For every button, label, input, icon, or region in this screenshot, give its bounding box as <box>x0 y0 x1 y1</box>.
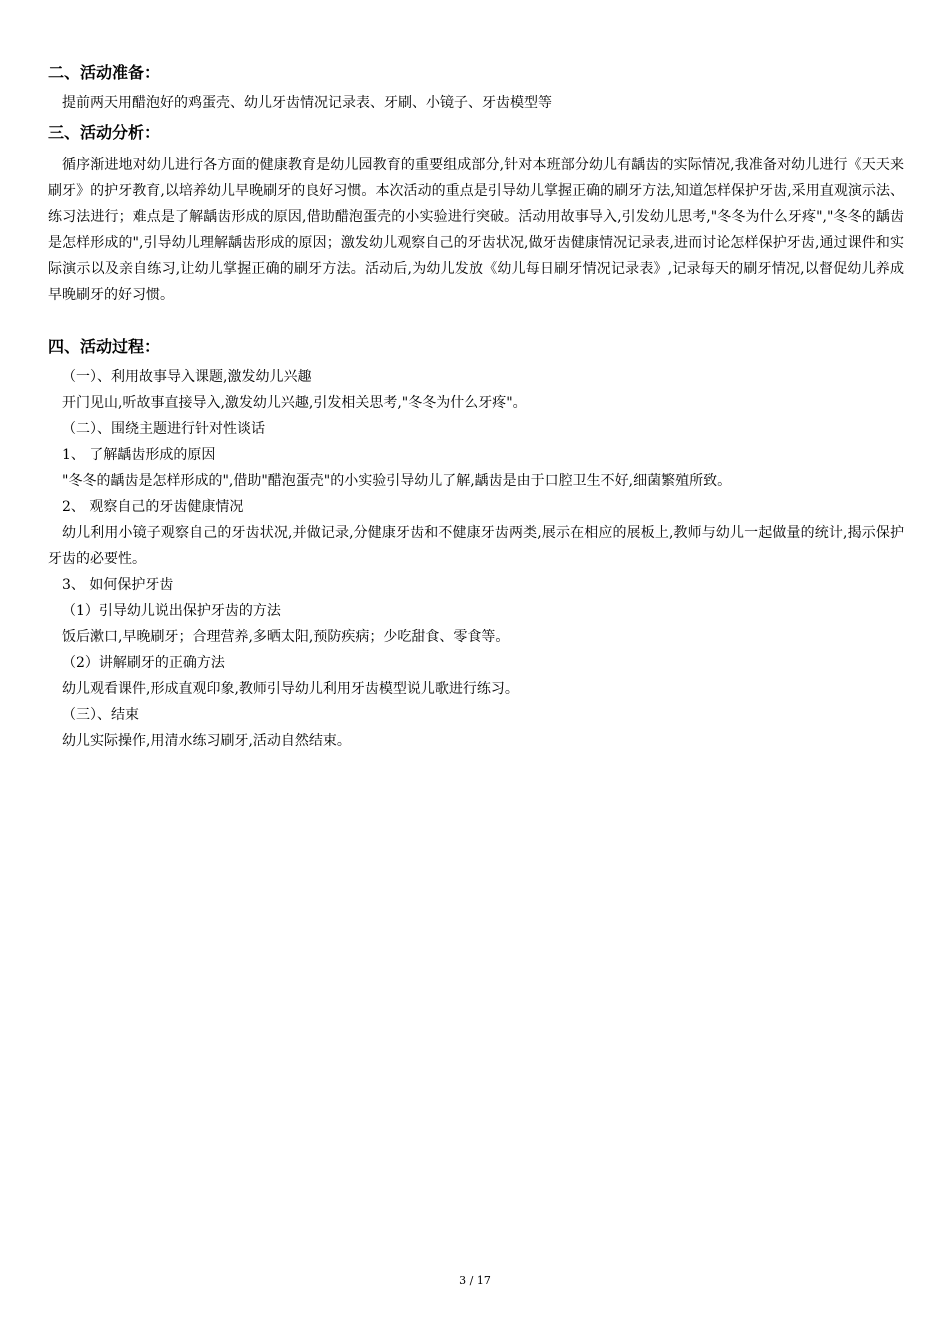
section-4-heading: 四、活动过程： <box>48 337 161 356</box>
step-2-2-text: 幼儿利用小镜子观察自己的牙齿状况,并做记录,分健康牙齿和不健康牙齿两类,展示在相应的展板上,教师与幼儿一起做量的统计,揭示保护牙齿的必要性。 <box>48 525 904 567</box>
step-3-text: 幼儿实际操作,用清水练习刷牙,活动自然结束。 <box>62 733 351 749</box>
step-2-3-1-text: 饭后漱口,早晚刷牙；合理营养,多晒太阳,预防疾病；少吃甜食、零食等。 <box>62 629 510 645</box>
step-2-3-2-title: （2）讲解刷牙的正确方法 <box>62 655 225 671</box>
step-2-1-text: "冬冬的龋齿是怎样形成的",借助"醋泡蛋壳"的小实验引导幼儿了解,龋齿是由于口腔卫生不好,细菌繁殖所致。 <box>62 473 732 489</box>
page-number: 3 / 17 <box>459 1274 491 1287</box>
section-2-heading: 二、活动准备： <box>48 63 161 82</box>
step-3-title: （三）、结束 <box>62 707 139 723</box>
step-2-3-2-text: 幼儿观看课件,形成直观印象,教师引导幼儿利用牙齿模型说儿歌进行练习。 <box>62 681 519 697</box>
step-1-text: 开门见山,听故事直接导入,激发幼儿兴趣,引发相关思考,"冬冬为什么牙疼"。 <box>62 395 527 411</box>
section-2-text: 提前两天用醋泡好的鸡蛋壳、幼儿牙齿情况记录表、牙刷、小镜子、牙齿模型等 <box>62 95 552 111</box>
section-3-text: 循序渐进地对幼儿进行各方面的健康教育是幼儿园教育的重要组成部分,针对本班部分幼儿有龋齿的实际情况,我准备对幼儿进行《天天来刷牙》的护牙教育,以培养幼儿早晚刷牙的良好习惯。本次活动的重点是引导幼儿掌握正确的刷牙方法,知道怎样保护牙齿,采用直观演示法、练习法进行；难点是了解龋齿形成的原因,借助醋泡蛋壳的小实验进行突破。活动用故事导入,引发幼儿思考,"冬冬为什么牙疼","冬冬的龋齿是怎样形成的",引导幼儿理解龋齿形成的原因；激发幼儿观察自己的牙齿状况,做牙齿健康情况记录表,进而讨论怎样保护牙齿,通过课件和实际演示以及亲自练习,让幼儿掌握正确的刷牙方法。活动后,为幼儿发放《幼儿每日刷牙情况记录表》,记录每天的刷牙情况,以督促幼儿养成早晚刷牙的好习惯。 <box>48 157 904 303</box>
section-3-heading: 三、活动分析： <box>48 123 161 142</box>
step-2-title: （二）、围绕主题进行针对性谈话 <box>62 421 265 437</box>
step-2-1-title: 1、 了解龋齿形成的原因 <box>62 447 216 463</box>
step-2-2-title: 2、 观察自己的牙齿健康情况 <box>62 499 244 515</box>
document-body <box>48 60 904 754</box>
step-2-3-title: 3、 如何保护牙齿 <box>62 577 174 593</box>
step-1-title: （一）、利用故事导入课题,激发幼儿兴趣 <box>62 369 312 385</box>
step-2-3-1-title: （1）引导幼儿说出保护牙齿的方法 <box>62 603 281 619</box>
